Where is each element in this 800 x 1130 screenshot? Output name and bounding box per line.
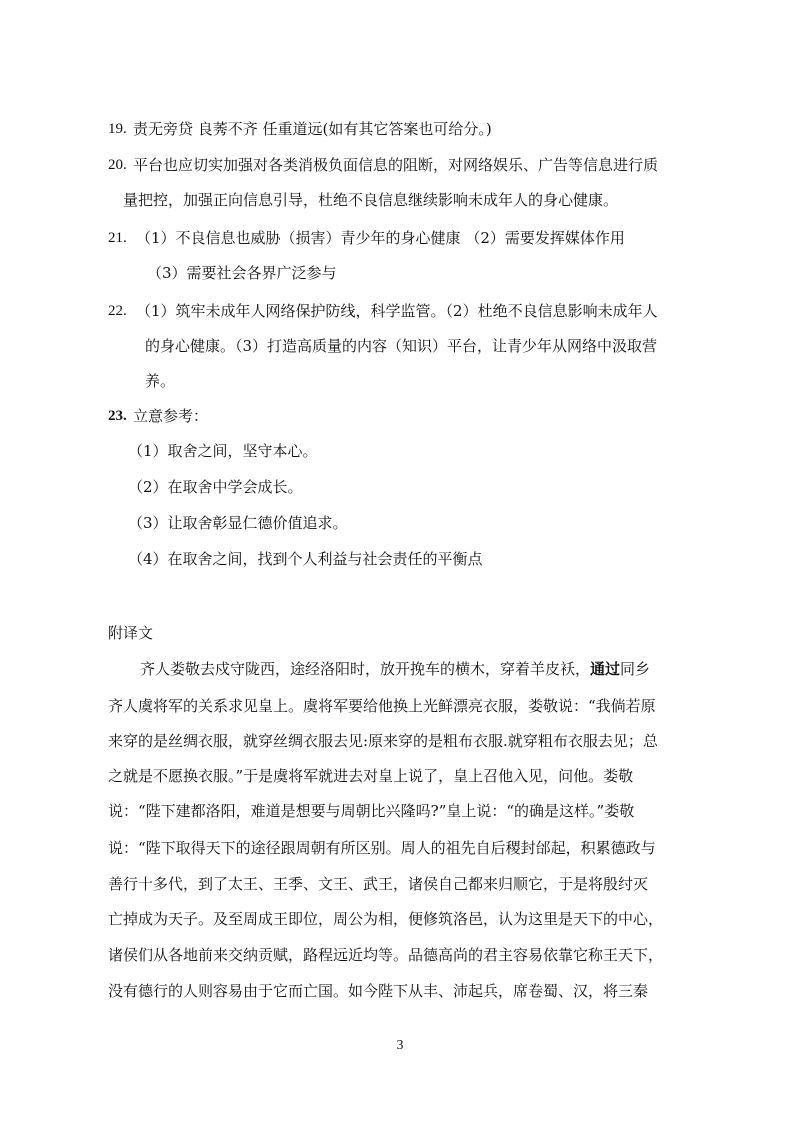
q23-point: （1）取舍之间，坚守本心。 bbox=[128, 442, 318, 460]
translation-line bbox=[108, 766, 633, 786]
translation-text: 善行十多代，到了太王、王季、文王、武王，诸侯自己都来归顺它，于是将殷纣灭 bbox=[108, 875, 649, 893]
q22-answer-line2: 的身心健康。（3）打造高质量的内容（知识）平台，让青少年从网络中汲取营 bbox=[145, 337, 658, 355]
q21-answer-line2: （3）需要社会各界广泛参与 bbox=[147, 264, 337, 282]
translation-text: 之就是不愿换衣服。”于是虞将军就进去对皇上说了，皇上召他入见，问他。娄敬 bbox=[108, 767, 634, 785]
translation-heading: 附译文 bbox=[108, 624, 154, 642]
q22-number: 22. bbox=[108, 303, 127, 319]
q21-number: 21. bbox=[108, 230, 127, 246]
translation-text: 说：“陛下建都洛阳，难道是想要与周朝比兴隆吗?”皇上说：“的确是这样。”娄敬 bbox=[108, 802, 635, 820]
q23-point: （3）让取舍彰显仁德价值追求。 bbox=[128, 514, 348, 532]
q23-point: （4）在取舍之间，找到个人利益与社会责任的平衡点 bbox=[128, 550, 483, 568]
translation-line bbox=[108, 874, 648, 894]
translation-text: 诸侯们从各地前来交纳贡赋，路程远近均等。品德高尚的君主容易依靠它称王天下， bbox=[108, 946, 664, 964]
translation-line bbox=[140, 659, 650, 679]
q19-answer: 责无旁贷 良莠不齐 任重道远(如有其它答案也可给分。) bbox=[133, 120, 492, 138]
q21-answer-line1: （1）不良信息也威胁（损害）青少年的身心健康 （2）需要发挥媒体作用 bbox=[136, 229, 625, 247]
translation-text: 亡掉成为天子。及至周成王即位，周公为相，便修筑洛邑，认为这里是天下的中心， bbox=[108, 910, 664, 928]
q20-number: 20. bbox=[108, 157, 127, 173]
page-number: 3 bbox=[396, 1038, 404, 1053]
translation-line bbox=[108, 696, 656, 716]
translation-line bbox=[108, 909, 663, 929]
translation-text: 齐人虞将军的关系求见皇上。虞将军要给他换上光鲜漂亮衣服，娄敬说：“我倘若原 bbox=[108, 697, 656, 715]
translation-line bbox=[108, 731, 658, 751]
translation-line bbox=[108, 945, 663, 965]
translation-text: 同乡 bbox=[620, 660, 651, 678]
translation-line bbox=[108, 801, 634, 821]
translation-text: 来穿的是丝绸衣服，就穿丝绸衣服去见:原来穿的是粗布衣服.就穿粗布衣服去见；总 bbox=[108, 732, 658, 750]
translation-text: 说：“陛下取得天下的途径跟周朝有所区别。周人的祖先自后稷封邰起，积累德政与 bbox=[108, 839, 656, 857]
translation-emphasis: 通过 bbox=[590, 660, 621, 678]
q23-title: 立意参考： bbox=[133, 407, 209, 425]
q23-point: （2）在取舍中学会成长。 bbox=[128, 478, 303, 496]
translation-line bbox=[108, 981, 648, 1001]
translation-line bbox=[108, 838, 656, 858]
q22-answer-line3: 养。 bbox=[145, 372, 176, 390]
q23-number: 23. bbox=[108, 408, 127, 424]
q22-answer-line1: （1）筑牢未成年人网络保护防线，科学监管。（2）杜绝不良信息影响未成年人 bbox=[136, 302, 658, 320]
q20-answer-line2: 量把控，加强正向信息引导，杜绝不良信息继续影响未成年人的身心健康。 bbox=[123, 191, 619, 209]
translation-text: 齐人娄敬去戍守陇西，途经洛阳时，放开挽车的横木，穿着羊皮袄， bbox=[140, 660, 591, 678]
q19-number: 19. bbox=[108, 121, 127, 137]
q20-answer-line1: 平台也应切实加强对各类消极负面信息的阻断，对网络娱乐、广告等信息进行质 bbox=[133, 156, 659, 174]
translation-text: 没有德行的人则容易由于它而亡国。如今陛下从丰、沛起兵，席卷蜀、汉，将三秦 bbox=[108, 982, 649, 1000]
